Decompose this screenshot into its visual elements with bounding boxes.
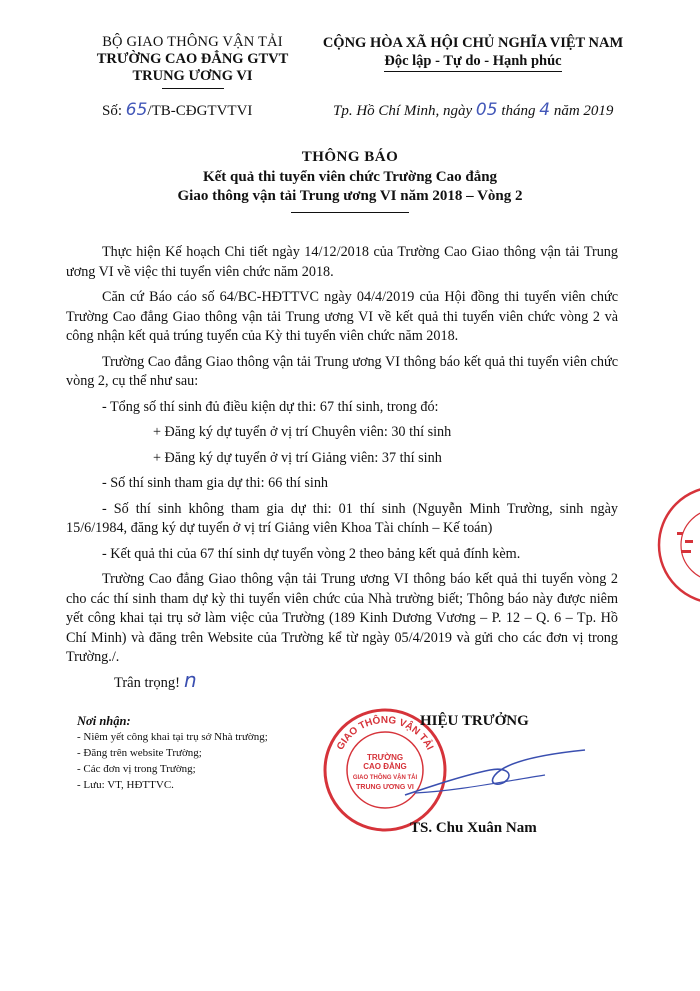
issuer-header (70, 34, 315, 89)
date-part2: tháng (501, 103, 536, 119)
bullet-specialist: + Đăng ký dự tuyển ở vị trí Chuyên viên: 30 thí sinh (153, 424, 452, 440)
paragraph-basis: Căn cứ Báo cáo số 64/BC-HĐTTVC ngày 04/4/2019 của Hội đồng thi tuyển viên chức Trường Cao đẳng Giao thông vận tải Trung ương VI về kết quả thi tuyển viên chức vòng 2 và công nhận kết quả trúng tuyển của Kỳ thi tuyển viên chức năm 2018. (66, 289, 618, 344)
title-underline (291, 212, 409, 213)
document-number (102, 100, 252, 120)
issuer-underline (162, 88, 224, 89)
closing-regards (114, 668, 197, 692)
bullet-total: - Tổng số thí sinh đủ điều kiện dự thi: 67 thí sinh, trong đó: (102, 398, 439, 415)
date-month: 4 (539, 100, 551, 120)
title-main: THÔNG BÁO (301, 149, 399, 165)
seal-inner-line3: GIAO THÔNG VẬN TẢI (352, 775, 418, 781)
recipient-item: - Lưu: VT, HĐTTVC. (77, 779, 174, 791)
school-name-line1: TRƯỜNG CAO ĐẲNG GTVT (96, 51, 289, 67)
title-line1: Kết quả thi tuyển viên chức Trường Cao đẳng (202, 169, 498, 185)
recipient-item: - Các đơn vị trong Trường; (77, 763, 196, 775)
republic-name: CỘNG HÒA XÃ HỘI CHỦ NGHĨA VIỆT NAM (322, 35, 624, 51)
number-handwritten: 65 (125, 100, 148, 120)
number-prefix: Số: (102, 103, 123, 119)
regards-text: Trân trọng! (114, 675, 180, 691)
bullet-absent: - Số thí sinh không tham gia dự thi: 01 thí sinh (Nguyễn Minh Trường, sinh ngày 15/6/1984, đăng ký dự tuyển ở vị trí Giảng viên Khoa Tài chính – Kế toán) (66, 500, 618, 536)
signer-title: HIỆU TRƯỞNG (420, 713, 529, 729)
seal-inner-line1: TRƯỜNG (366, 753, 404, 762)
paragraph-announce: Trường Cao đẳng Giao thông vận tải Trung ương VI thông báo kết quả thi tuyển viên chức vòng 2, cụ thể như sau: (66, 353, 618, 389)
handwritten-signature-icon (395, 745, 595, 805)
bullet-results: - Kết quả thi của 67 thí sinh dự tuyển vòng 2 theo bảng kết quả đính kèm. (102, 545, 521, 562)
school-name-line2: TRUNG ƯƠNG VI (132, 68, 253, 84)
number-suffix: /TB-CĐGTVTVI (147, 103, 253, 119)
document-body (66, 243, 618, 674)
signer-name: TS. Chu Xuân Nam (410, 820, 537, 836)
recipients-heading: Nơi nhận: (77, 714, 131, 728)
date-part3: năm 2019 (553, 103, 614, 119)
document-date (333, 100, 613, 120)
recipients-list (77, 713, 268, 793)
national-motto: Độc lập - Tự do - Hạnh phúc (384, 52, 561, 72)
seal-ring-text: GIAO THÔNG VẬN TẢI (335, 714, 435, 752)
date-part1: Tp. Hồ Chí Minh, ngày (333, 103, 473, 119)
date-day: 05 (475, 100, 498, 120)
paragraph-publication: Trường Cao đẳng Giao thông vận tải Trung ương VI thông báo kết quả thi tuyển vòng 2 cho các thí sinh tham dự kỳ thi tuyển viên chức của Nhà trường biết; Thông báo này được niêm yết công khai tại trụ sở làm việc của Trường (189 Kinh Dương Vương – P. 12 – Q. 6 – Tp. Hồ Chí Minh) và đăng trên Website của Trường kể từ ngày 05/4/2019 và gửi cho các đơn vị trong Trường./. (66, 571, 618, 665)
national-header (318, 34, 628, 72)
seal-inner-line4: TRUNG ƯƠNG VI (356, 784, 414, 791)
ministry-name: BỘ GIAO THÔNG VẬN TẢI (102, 34, 283, 50)
paragraph-plan: Thực hiện Kế hoạch Chi tiết ngày 14/12/2018 của Trường Cao Giao thông vận tải Trung ương VI về việc thi tuyển viên chức năm 2018. (66, 244, 618, 280)
partial-seal-icon (655, 480, 700, 610)
bullet-participants: - Số thí sinh tham gia dự thi: 66 thí sinh (102, 475, 329, 491)
document-title (0, 148, 700, 213)
title-line2: Giao thông vận tải Trung ương VI năm 2018 – Vòng 2 (177, 188, 523, 204)
handwritten-initial: n (183, 668, 197, 692)
recipient-item: - Đăng trên website Trường; (77, 747, 202, 759)
bullet-lecturer: + Đăng ký dự tuyển ở vị trí Giảng viên: 37 thí sinh (153, 449, 442, 466)
seal-inner-line2: CAO ĐẲNG (363, 762, 407, 771)
recipient-item: - Niêm yết công khai tại trụ sở Nhà trường; (77, 731, 268, 743)
